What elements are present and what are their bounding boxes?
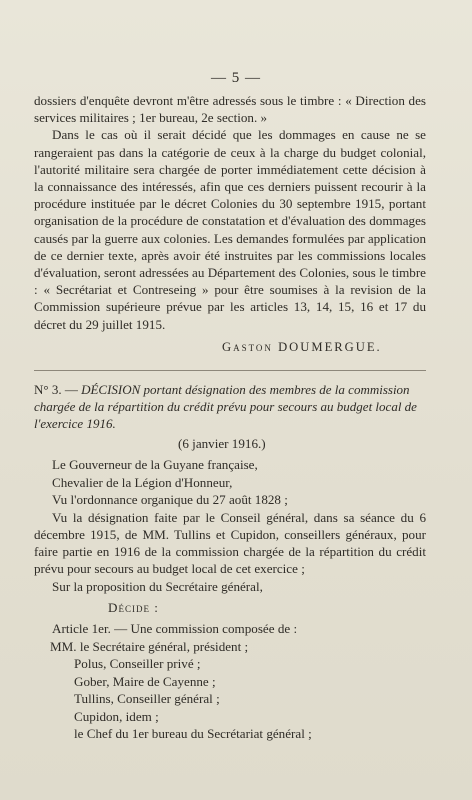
vu-ordonnance-line: Vu l'ordonnance organique du 27 août 1828 ; — [52, 492, 288, 508]
vu-designation-paragraph: Vu la désignation faite par le Conseil général, dans sa séance du 6 décembre 1915, de MM. Tullins et Cupidon, conseillers généraux, pour faire partie en 1916 de la commission chargée de la répartition du crédit prévu pour secours au budget local de cet exercice ; — [34, 509, 426, 577]
decision-title: DÉCISION portant désignation des membres de la commission chargée de la répartition du crédit prévu pour secours au budget local de l'exercice 1916. — [34, 382, 417, 432]
member-item: MM. le Secrétaire général, président ; — [50, 638, 249, 654]
body-text — [34, 92, 426, 743]
member-item: le Chef du 1er bureau du Secrétariat général ; — [74, 726, 312, 742]
member-item: Tullins, Conseiller général ; — [74, 691, 220, 707]
intro-paragraph-2: Dans le cas où il serait décidé que les dommages en cause ne se rangeraient pas dans la catégorie de ceux à la charge du budget colonial, l'autorité militaire sera chargée de porter immédiatement cette décision à la connaissance des intéressés, afin que ces derniers puissent recourir à la procédure instituée par le décret Colonies du 30 septembre 1915, portant organisation de la procédure de constatation et d'évaluation des dommages causés par la guerre aux colonies. Les demandes formulées par application de ce dernier texte, après avoir été instruites par les commissions locales d'évaluation, seront adressées au Département des Colonies, sous le timbre : « Secrétariat et Contreseing » pour être soumises à la revision de la Commission supérieure prévue par les articles 13, 14, 15, 16 et 17 du décret du 29 juillet 1915. — [34, 127, 426, 332]
article-1-line: Article 1er. — Une commission composée de : — [52, 621, 298, 637]
chevalier-line: Chevalier de la Légion d'Honneur, — [52, 474, 233, 490]
decide-heading: Décide : — [108, 600, 159, 616]
governor-line: Le Gouverneur de la Guyane française, — [52, 457, 258, 473]
intro-paragraph-1: dossiers d'enquête devront m'être adressés sous le timbre : « Direction des services militaires ; 1er bureau, 2e section. » — [34, 93, 426, 126]
section-divider — [34, 370, 426, 371]
member-item: Polus, Conseiller privé ; — [74, 656, 201, 672]
members-list — [50, 638, 426, 743]
signature: Gaston DOUMERGUE. — [222, 339, 382, 354]
page-number: — 5 — — [211, 70, 261, 86]
member-item: Cupidon, idem ; — [74, 708, 159, 724]
decision-date: (6 janvier 1916.) — [178, 436, 266, 452]
decision-heading — [34, 381, 426, 432]
decision-number: N° 3. — — [34, 382, 78, 398]
member-item: Gober, Maire de Cayenne ; — [74, 673, 216, 689]
proposition-line: Sur la proposition du Secrétaire général, — [52, 578, 263, 594]
